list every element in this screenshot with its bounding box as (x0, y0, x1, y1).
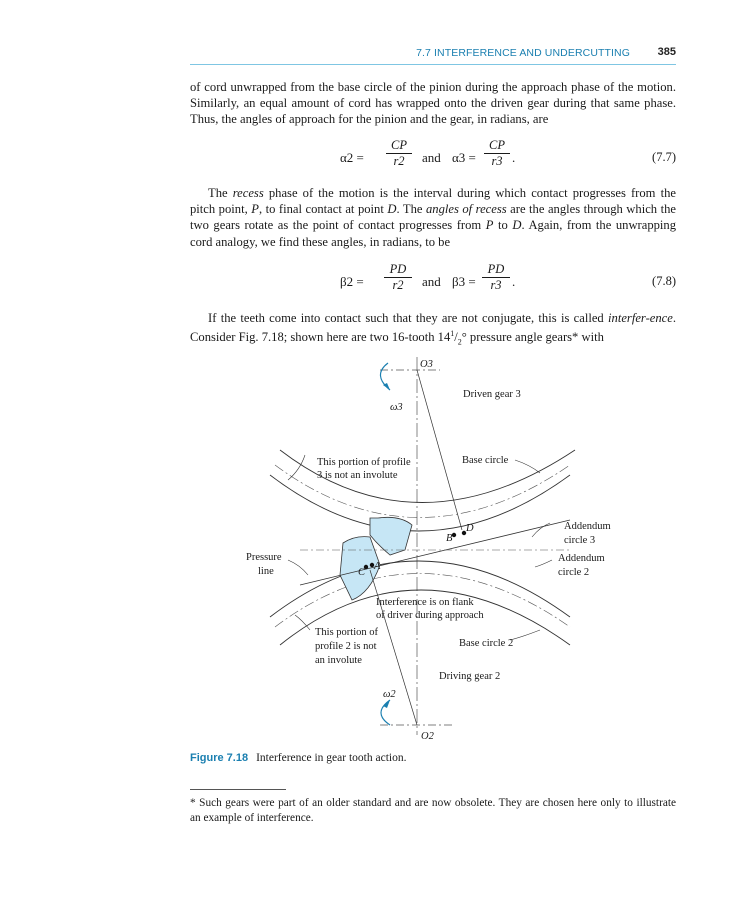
eq78-end: . (512, 274, 516, 289)
pressure-line (300, 520, 570, 585)
p3-interference: interfer-ence (608, 311, 673, 325)
label-profile2-l2: profile 2 is not (315, 641, 377, 652)
label-pressure-l1: Pressure (246, 552, 282, 563)
radius-line-2 (370, 570, 417, 725)
label-profile2-l3: an involute (315, 655, 362, 666)
section-title: 7.7 INTERFERENCE AND UNDERCUTTING (416, 47, 630, 59)
label-pressure-l2: line (258, 566, 274, 577)
paragraph-approach: of cord unwrapped from the base circle of the pinion during the approach phase of the motion. Similarly, an equal amount of cord has wrapped onto the driven gear during that same phase. Thus, the angles of approach for the pinion and the gear, in radians, are (190, 80, 676, 127)
eq77-den2: r3 (491, 154, 503, 168)
label-profile3-l2: 3 is not an involute (317, 470, 398, 481)
label-driven-gear: Driven gear 3 (463, 389, 521, 400)
leader-pressure (288, 560, 308, 575)
eq78-frac2 (482, 262, 510, 293)
label-addendum2-l1: Addendum (558, 553, 605, 564)
omega2-arrowhead-icon (383, 700, 390, 708)
footnote: * Such gears were part of an older standard and are now obsolete. They are chosen here only to illustrate an example of interference. (190, 797, 676, 824)
paragraph-interference (190, 310, 676, 351)
point-b (452, 533, 456, 537)
label-addendum3-l2: circle 3 (564, 535, 596, 546)
label-d: D (466, 523, 474, 534)
label-addendum2-l2: circle 2 (558, 567, 590, 578)
p2-t5: are the angles through which the two gears rotate as the point of contact progresses from (190, 202, 676, 233)
leader-base-circle2 (510, 630, 540, 640)
caption-label: Figure 7.18 (190, 752, 249, 764)
eq77-frac1 (386, 138, 412, 169)
p3-t2: . Consider Fig. 7.18; shown here are two 16-tooth 14 (190, 311, 676, 345)
p2-angles: angles of recess (425, 202, 507, 217)
eq78-num1: PD (384, 262, 412, 278)
p2-p1: P (251, 202, 259, 217)
eq77-lhs1: α2 = (340, 150, 364, 165)
leader-base-circle (515, 460, 540, 473)
p2-t2: phase of the motion is the interval during which contact progresses from the pitch point, (190, 186, 676, 217)
label-c: C (358, 567, 366, 578)
addendum-circle-3 (270, 475, 570, 531)
p2-d2: D (512, 218, 522, 233)
p3-slash: / (454, 330, 458, 345)
label-interf-l2: of driver during approach (376, 610, 484, 621)
footnote-rule (190, 789, 286, 790)
gear-3-tooth (370, 517, 412, 555)
label-profile2-l1: This portion of (315, 627, 378, 638)
running-header (190, 44, 676, 65)
p2-p2: P (485, 218, 494, 233)
eq78-lhs1: β2 = (340, 274, 364, 289)
eq78-den1: r2 (392, 278, 404, 292)
eq78-den2: r3 (490, 278, 502, 292)
p3-sup: 1 (450, 329, 455, 339)
p3-t1: If the teeth come into contact such that they are not conjugate, this is called (208, 311, 609, 325)
eq78-lhs2: β3 = (452, 274, 476, 289)
equation-7-7 (190, 138, 676, 178)
eq77-end: . (512, 150, 516, 165)
eq77-num2: CP (484, 138, 510, 154)
leader-profile3 (288, 455, 305, 480)
omega2-arrow-icon (381, 700, 390, 725)
eq77-num1: CP (386, 138, 412, 154)
eq78-num2: PD (482, 262, 510, 278)
page-number: 385 (657, 46, 676, 58)
label-a: A (374, 561, 381, 572)
p2-recess: recess (232, 186, 264, 200)
label-omega2: ω2 (383, 689, 396, 700)
label-base-circle2: Base circle 2 (459, 638, 514, 649)
label-omega3: ω3 (390, 402, 403, 413)
label-interf-l1: Interference is on flank (376, 597, 474, 608)
p2-t1: The (208, 186, 233, 200)
paragraph-recess (190, 185, 676, 250)
eq77-lhs2: α3 = (452, 150, 476, 165)
eq77-number: (7.7) (652, 150, 676, 164)
radius-line-3 (417, 370, 462, 530)
gear-diagram (240, 355, 640, 745)
eq77-den1: r2 (393, 154, 405, 168)
figure-caption (190, 752, 406, 764)
caption-text: Interference in gear tooth action. (256, 752, 407, 764)
label-o3: O3 (420, 359, 433, 370)
eq78-number: (7.8) (652, 274, 676, 288)
p2-d1: D (387, 202, 397, 217)
p2-t3: , to final contact at point (258, 202, 388, 217)
p2-t4: . The (396, 202, 426, 217)
leader-profile2 (295, 615, 310, 630)
p2-t7: . Again, from the unwrapping cord analogy, we find these angles, in radians, to be (190, 218, 677, 249)
label-driving-gear: Driving gear 2 (439, 671, 501, 682)
eq78-and: and (422, 274, 441, 289)
p3-t3: ° pressure angle gears* with (461, 330, 604, 345)
leader-addendum2 (535, 560, 552, 567)
figure-7-18 (240, 355, 640, 745)
p2-t6: to (493, 218, 513, 233)
label-profile3-l1: This portion of profile (317, 457, 411, 468)
label-o2: O2 (421, 731, 434, 742)
addendum-circle-2 (270, 561, 570, 617)
equation-7-8 (190, 262, 676, 302)
eq78-frac1 (384, 262, 412, 293)
label-base-circle: Base circle (462, 455, 509, 466)
label-b: B (446, 533, 453, 544)
p3-sub: 2 (457, 337, 462, 347)
eq77-and: and (422, 150, 441, 165)
eq77-frac2 (484, 138, 510, 169)
label-addendum3-l1: Addendum (564, 521, 611, 532)
